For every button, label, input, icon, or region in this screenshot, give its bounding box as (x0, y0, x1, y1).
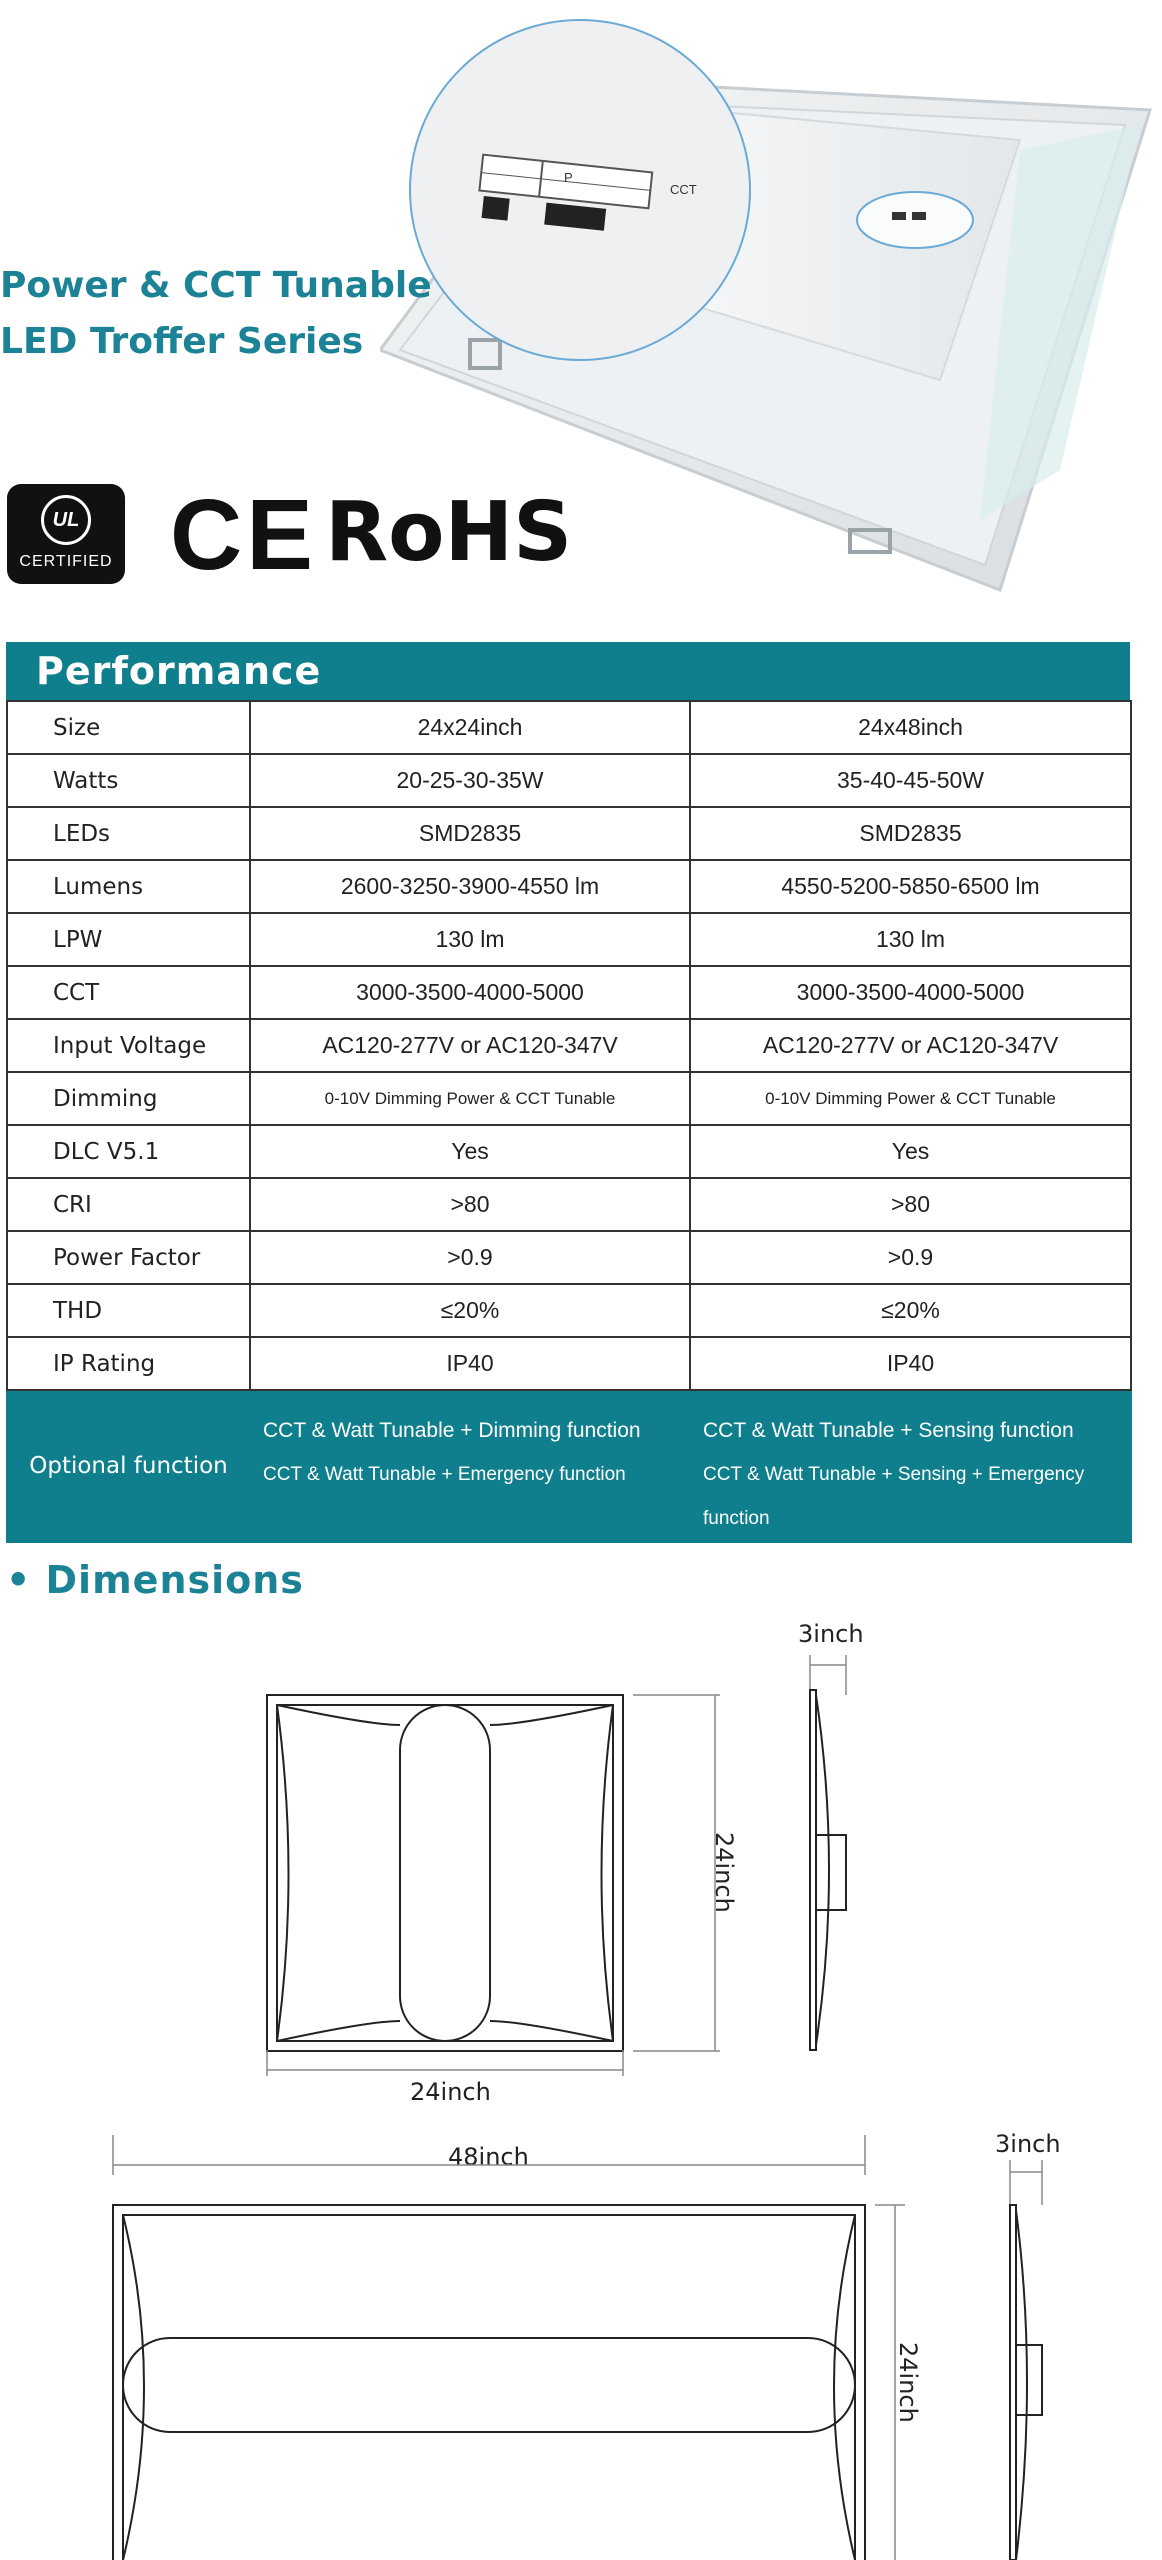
table-row (7, 701, 1131, 754)
value-24x24: 2600-3250-3900-4550 lm (250, 860, 690, 913)
title-line-2: LED Troffer Series (0, 321, 364, 362)
row-label: LPW (7, 913, 250, 966)
row-label: DLC V5.1 (7, 1125, 250, 1178)
table-row (7, 1125, 1131, 1178)
optional-24x48 (690, 1390, 1131, 1542)
value-24x48: >80 (690, 1178, 1131, 1231)
dim-24x24-width: 24inch (410, 2078, 491, 2106)
table-row (7, 913, 1131, 966)
drawing-24x24-front (260, 1685, 730, 2055)
optional-function-label: Optional function (7, 1390, 250, 1542)
value-24x48: 3000-3500-4000-5000 (690, 966, 1131, 1019)
value-24x48: AC120-277V or AC120-347V (690, 1019, 1131, 1072)
inset-label-cct: CCT (670, 182, 697, 197)
value-24x48: 24x48inch (690, 701, 1131, 754)
dim-24x48-width: 48inch (448, 2143, 529, 2171)
table-row (7, 754, 1131, 807)
value-24x24: >80 (250, 1178, 690, 1231)
ul-certified-logo (7, 484, 125, 584)
rohs-logo: RoHS (325, 485, 573, 580)
row-label: Size (7, 701, 250, 754)
optional-b1: CCT & Watt Tunable + Sensing function (703, 1419, 1074, 1442)
drawing-24x48-front (105, 2135, 905, 2560)
row-label: Dimming (7, 1072, 250, 1125)
value-24x24: ≤20% (250, 1284, 690, 1337)
dim-24x48-depth: 3inch (995, 2130, 1061, 2158)
row-label: CRI (7, 1178, 250, 1231)
dim-24x24-height: 24inch (710, 1832, 738, 1913)
table-row (7, 1019, 1131, 1072)
value-24x48: IP40 (690, 1337, 1131, 1390)
value-24x24: AC120-277V or AC120-347V (250, 1019, 690, 1072)
value-24x48: Yes (690, 1125, 1131, 1178)
row-label: Watts (7, 754, 250, 807)
dim-24x48-height: 24inch (894, 2342, 922, 2423)
performance-table (6, 700, 1132, 1543)
value-24x24: 20-25-30-35W (250, 754, 690, 807)
drawing-24x48-side (1000, 2160, 1070, 2560)
title-line-1: Power & CCT Tunable (0, 265, 432, 306)
table-row (7, 966, 1131, 1019)
value-24x48: ≤20% (690, 1284, 1131, 1337)
dimensions-title: • Dimensions (6, 1558, 304, 1602)
ul-mark: UL (41, 495, 91, 545)
table-row (7, 1072, 1131, 1125)
value-24x48: >0.9 (690, 1231, 1131, 1284)
value-24x24: >0.9 (250, 1231, 690, 1284)
row-label: THD (7, 1284, 250, 1337)
optional-a1: CCT & Watt Tunable + Dimming function (263, 1419, 641, 1442)
row-label: LEDs (7, 807, 250, 860)
table-row (7, 860, 1131, 913)
optional-function-row (7, 1390, 1131, 1542)
table-row (7, 1337, 1131, 1390)
value-24x24: 0-10V Dimming Power & CCT Tunable (250, 1072, 690, 1125)
value-24x48: 130 lm (690, 913, 1131, 966)
row-label: CCT (7, 966, 250, 1019)
value-24x24: Yes (250, 1125, 690, 1178)
value-24x24: 130 lm (250, 913, 690, 966)
value-24x24: 24x24inch (250, 701, 690, 754)
row-label: IP Rating (7, 1337, 250, 1390)
row-label: Input Voltage (7, 1019, 250, 1072)
row-label: Lumens (7, 860, 250, 913)
value-24x24: 3000-3500-4000-5000 (250, 966, 690, 1019)
table-row (7, 1284, 1131, 1337)
value-24x24: SMD2835 (250, 807, 690, 860)
value-24x48: 0-10V Dimming Power & CCT Tunable (690, 1072, 1131, 1125)
table-row (7, 1178, 1131, 1231)
optional-24x24 (250, 1390, 690, 1542)
table-row (7, 807, 1131, 860)
ul-certified-text: CERTIFIED (19, 553, 113, 570)
value-24x48: 35-40-45-50W (690, 754, 1131, 807)
value-24x48: 4550-5200-5850-6500 lm (690, 860, 1131, 913)
row-label: Power Factor (7, 1231, 250, 1284)
page-title (0, 258, 432, 370)
optional-b2: CCT & Watt Tunable + Sensing + Emergency function (703, 1464, 1085, 1529)
table-row (7, 1231, 1131, 1284)
drawing-24x24-side (800, 1655, 880, 2055)
performance-header: Performance (6, 642, 1130, 700)
value-24x24: IP40 (250, 1337, 690, 1390)
inset-label-p: P (564, 170, 573, 185)
dim-24x24-depth: 3inch (798, 1620, 864, 1648)
optional-a2: CCT & Watt Tunable + Emergency function (263, 1464, 626, 1485)
ce-logo: CE (170, 479, 317, 591)
value-24x48: SMD2835 (690, 807, 1131, 860)
dim-line-24x24-width (260, 2050, 640, 2080)
